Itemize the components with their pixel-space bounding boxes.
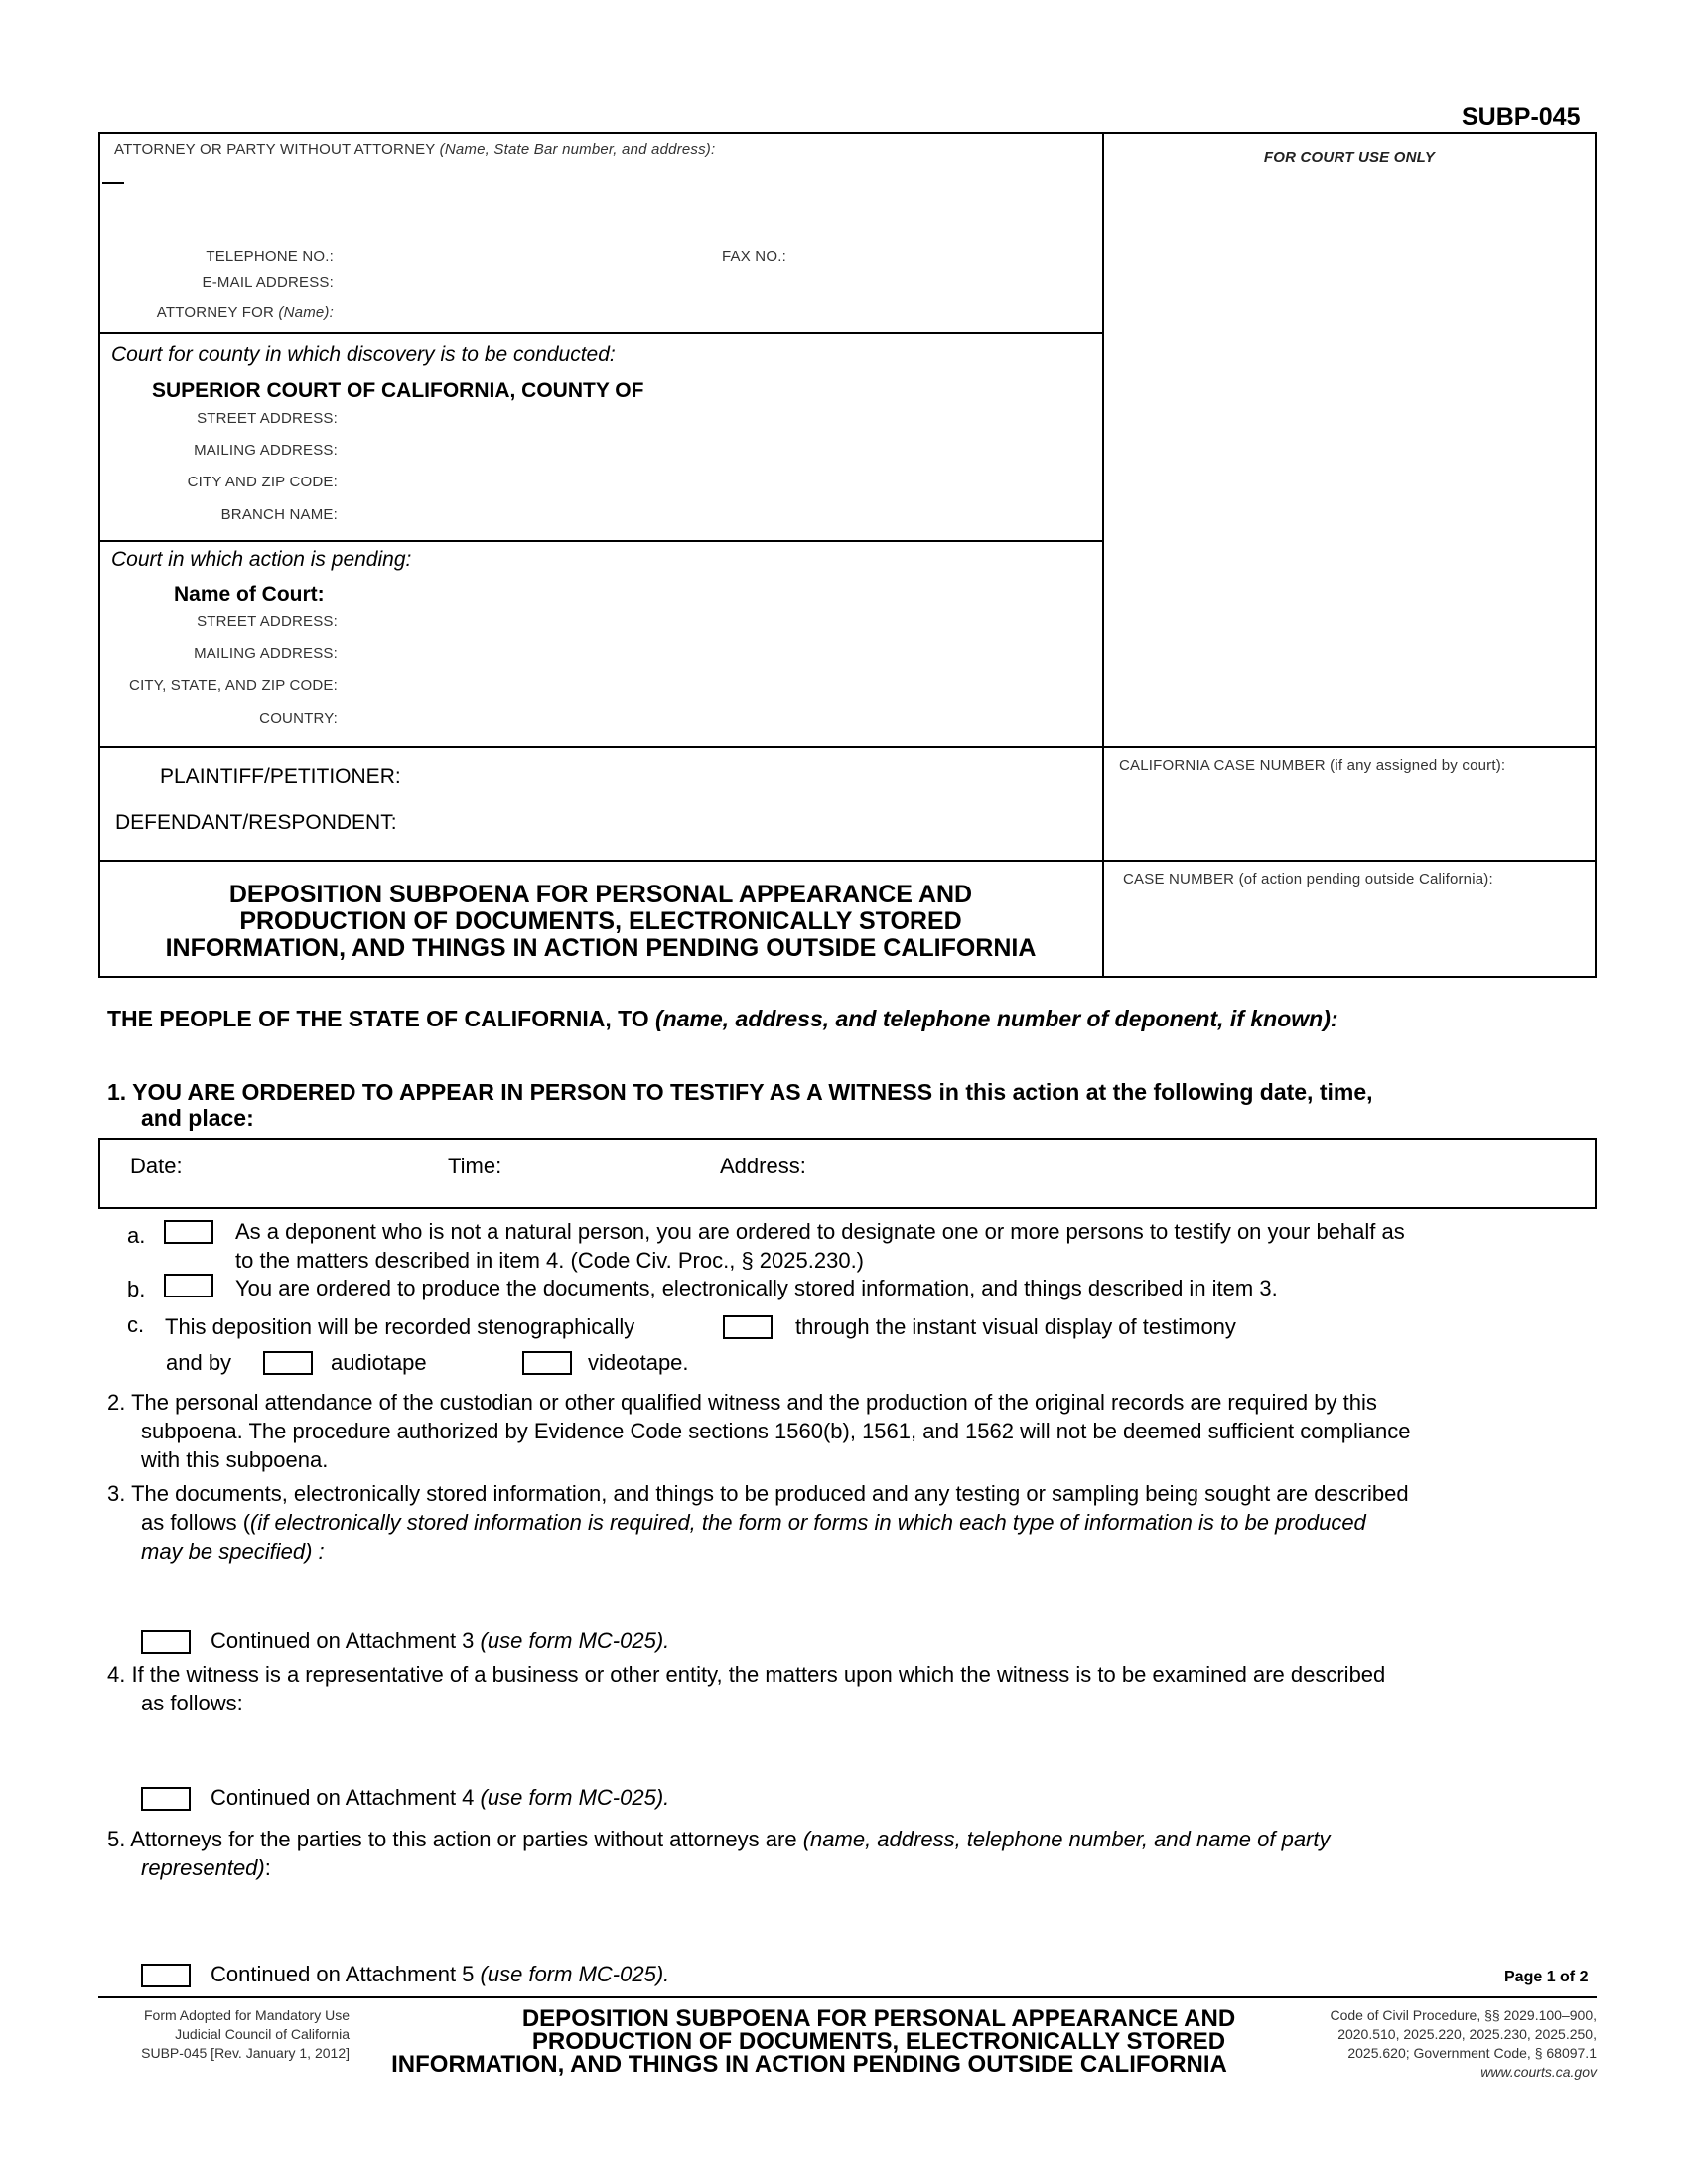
- case-number-label: CASE NUMBER (of action pending outside California):: [1123, 871, 1493, 887]
- name-of-court-label: Name of Court:: [174, 583, 325, 606]
- instant-display-checkbox[interactable]: [723, 1315, 773, 1339]
- email-label: E-MAIL ADDRESS:: [202, 274, 334, 291]
- page-number: Page 1 of 2: [1504, 1969, 1589, 1985]
- item2-text: 2. The personal attendance of the custodian or other qualified witness and the production of the original records are required by this subpoena. The procedure authorized by Evidence Code sections 1560(b), 1561, and 1562 will not be deemed sufficient compliance with this subpoena.: [107, 1390, 1411, 1472]
- item3-text: 3. The documents, electronically stored information, and things to be produced and any testing or sampling being sought are described as follows ((if electronically stored information is required, the form or forms in which each type of information is to be produced may be specified) :: [107, 1481, 1409, 1564]
- superior-court-title: SUPERIOR COURT OF CALIFORNIA, COUNTY OF: [152, 379, 644, 402]
- item1a-letter: a.: [127, 1223, 146, 1248]
- item1c-text: This deposition will be recorded stenographically: [165, 1314, 635, 1339]
- and-by-label: and by: [166, 1350, 232, 1375]
- courts-website[interactable]: www.courts.ca.gov: [1480, 2064, 1597, 2080]
- videotape-label: videotape.: [588, 1350, 689, 1375]
- form-adopted-note: Form Adopted for Mandatory Use Judicial Council of California SUBP-045 [Rev. January 1, 2012]: [141, 2007, 350, 2061]
- attachment4-label: Continued on Attachment 4 (use form MC-025).: [211, 1785, 670, 1810]
- attachment5-label: Continued on Attachment 5 (use form MC-025).: [211, 1962, 670, 1986]
- attachment4-checkbox[interactable]: [141, 1787, 191, 1811]
- discovery-street-label: STREET ADDRESS:: [197, 410, 338, 427]
- footer-title: DEPOSITION SUBPOENA FOR PERSONAL APPEARANCE AND PRODUCTION OF DOCUMENTS, ELECTRONICALLY STORED INFORMATION, AND THINGS IN ACTION PENDING OUTSIDE CALIFORNIA: [391, 2005, 1236, 2078]
- discovery-mailing-label: MAILING ADDRESS:: [194, 442, 338, 459]
- form-title: DEPOSITION SUBPOENA FOR PERSONAL APPEARANCE AND PRODUCTION OF DOCUMENTS, ELECTRONICALLY STORED INFORMATION, AND THINGS IN ACTION PENDING OUTSIDE CALIFORNIA: [165, 881, 1037, 962]
- telephone-label: TELEPHONE NO.:: [206, 248, 334, 265]
- caption-divider-vertical: [1102, 132, 1104, 978]
- item1-heading: 1. YOU ARE ORDERED TO APPEAR IN PERSON TO TESTIFY AS A WITNESS in this action at the following date, time, and place:: [107, 1079, 1373, 1131]
- attachment3-checkbox[interactable]: [141, 1630, 191, 1654]
- appearance-box: [98, 1138, 1597, 1209]
- item1a-text: As a deponent who is not a natural person, you are ordered to designate one or more persons to testify on your behalf as to the matters described in item 4. (Code Civ. Proc., § 2025.230.): [235, 1219, 1405, 1273]
- item5-text: 5. Attorneys for the parties to this action or parties without attorneys are (name, address, telephone number, and name of party represented):: [107, 1827, 1331, 1880]
- attachment5-checkbox[interactable]: [141, 1964, 191, 1987]
- item1b-letter: b.: [127, 1277, 146, 1301]
- divider-pending-court: [98, 746, 1597, 748]
- audiotape-checkbox[interactable]: [263, 1351, 313, 1375]
- address-label: Address:: [720, 1154, 806, 1178]
- divider-attorney: [98, 332, 1103, 334]
- videotape-checkbox[interactable]: [522, 1351, 572, 1375]
- attorney-header: ATTORNEY OR PARTY WITHOUT ATTORNEY (Name, State Bar number, and address):: [114, 141, 716, 158]
- defendant-label: DEFENDANT/RESPONDENT:: [115, 811, 397, 834]
- divider-discovery-court: [98, 540, 1103, 542]
- code-citations: Code of Civil Procedure, §§ 2029.100–900, 2020.510, 2025.220, 2025.230, 2025.250, 2025.620; Government Code, § 68097.1 www.courts.ca.gov: [1251, 2006, 1597, 2082]
- item1b-checkbox[interactable]: [164, 1274, 213, 1297]
- people-line: THE PEOPLE OF THE STATE OF CALIFORNIA, TO (name, address, and telephone number of deponent, if known):: [107, 1006, 1338, 1031]
- discovery-court-heading: Court for county in which discovery is to be conducted:: [111, 343, 616, 366]
- date-label: Date:: [130, 1154, 183, 1178]
- discovery-city-label: CITY AND ZIP CODE:: [187, 474, 338, 490]
- attachment3-label: Continued on Attachment 3 (use form MC-025).: [211, 1628, 670, 1653]
- item1b-text: You are ordered to produce the documents, electronically stored information, and things described in item 3.: [235, 1276, 1278, 1300]
- ca-case-number-label: CALIFORNIA CASE NUMBER (if any assigned by court):: [1119, 757, 1506, 774]
- pending-street-label: STREET ADDRESS:: [197, 614, 338, 630]
- discovery-branch-label: BRANCH NAME:: [220, 506, 338, 523]
- attorney-mark: [102, 182, 124, 184]
- item1a-checkbox[interactable]: [164, 1220, 213, 1244]
- pending-mailing-label: MAILING ADDRESS:: [194, 645, 338, 662]
- instant-display-label: through the instant visual display of testimony: [795, 1314, 1236, 1339]
- pending-city-label: CITY, STATE, AND ZIP CODE:: [129, 677, 338, 694]
- time-label: Time:: [448, 1154, 502, 1178]
- court-use-label: FOR COURT USE ONLY: [1263, 149, 1436, 166]
- item4-text: 4. If the witness is a representative of a business or other entity, the matters upon which the witness is to be examined are described as follows:: [107, 1662, 1386, 1715]
- audiotape-label: audiotape: [331, 1350, 427, 1375]
- form-number: SUBP-045: [1462, 103, 1581, 131]
- attorney-for-label: ATTORNEY FOR (Name):: [156, 304, 334, 321]
- fax-label: FAX NO.:: [722, 248, 786, 265]
- plaintiff-label: PLAINTIFF/PETITIONER:: [160, 765, 401, 788]
- item1c-letter: c.: [127, 1312, 145, 1337]
- footer-rule: [98, 1996, 1597, 1998]
- pending-country-label: COUNTRY:: [259, 710, 338, 727]
- divider-parties: [98, 860, 1597, 862]
- pending-court-heading: Court in which action is pending:: [111, 548, 412, 571]
